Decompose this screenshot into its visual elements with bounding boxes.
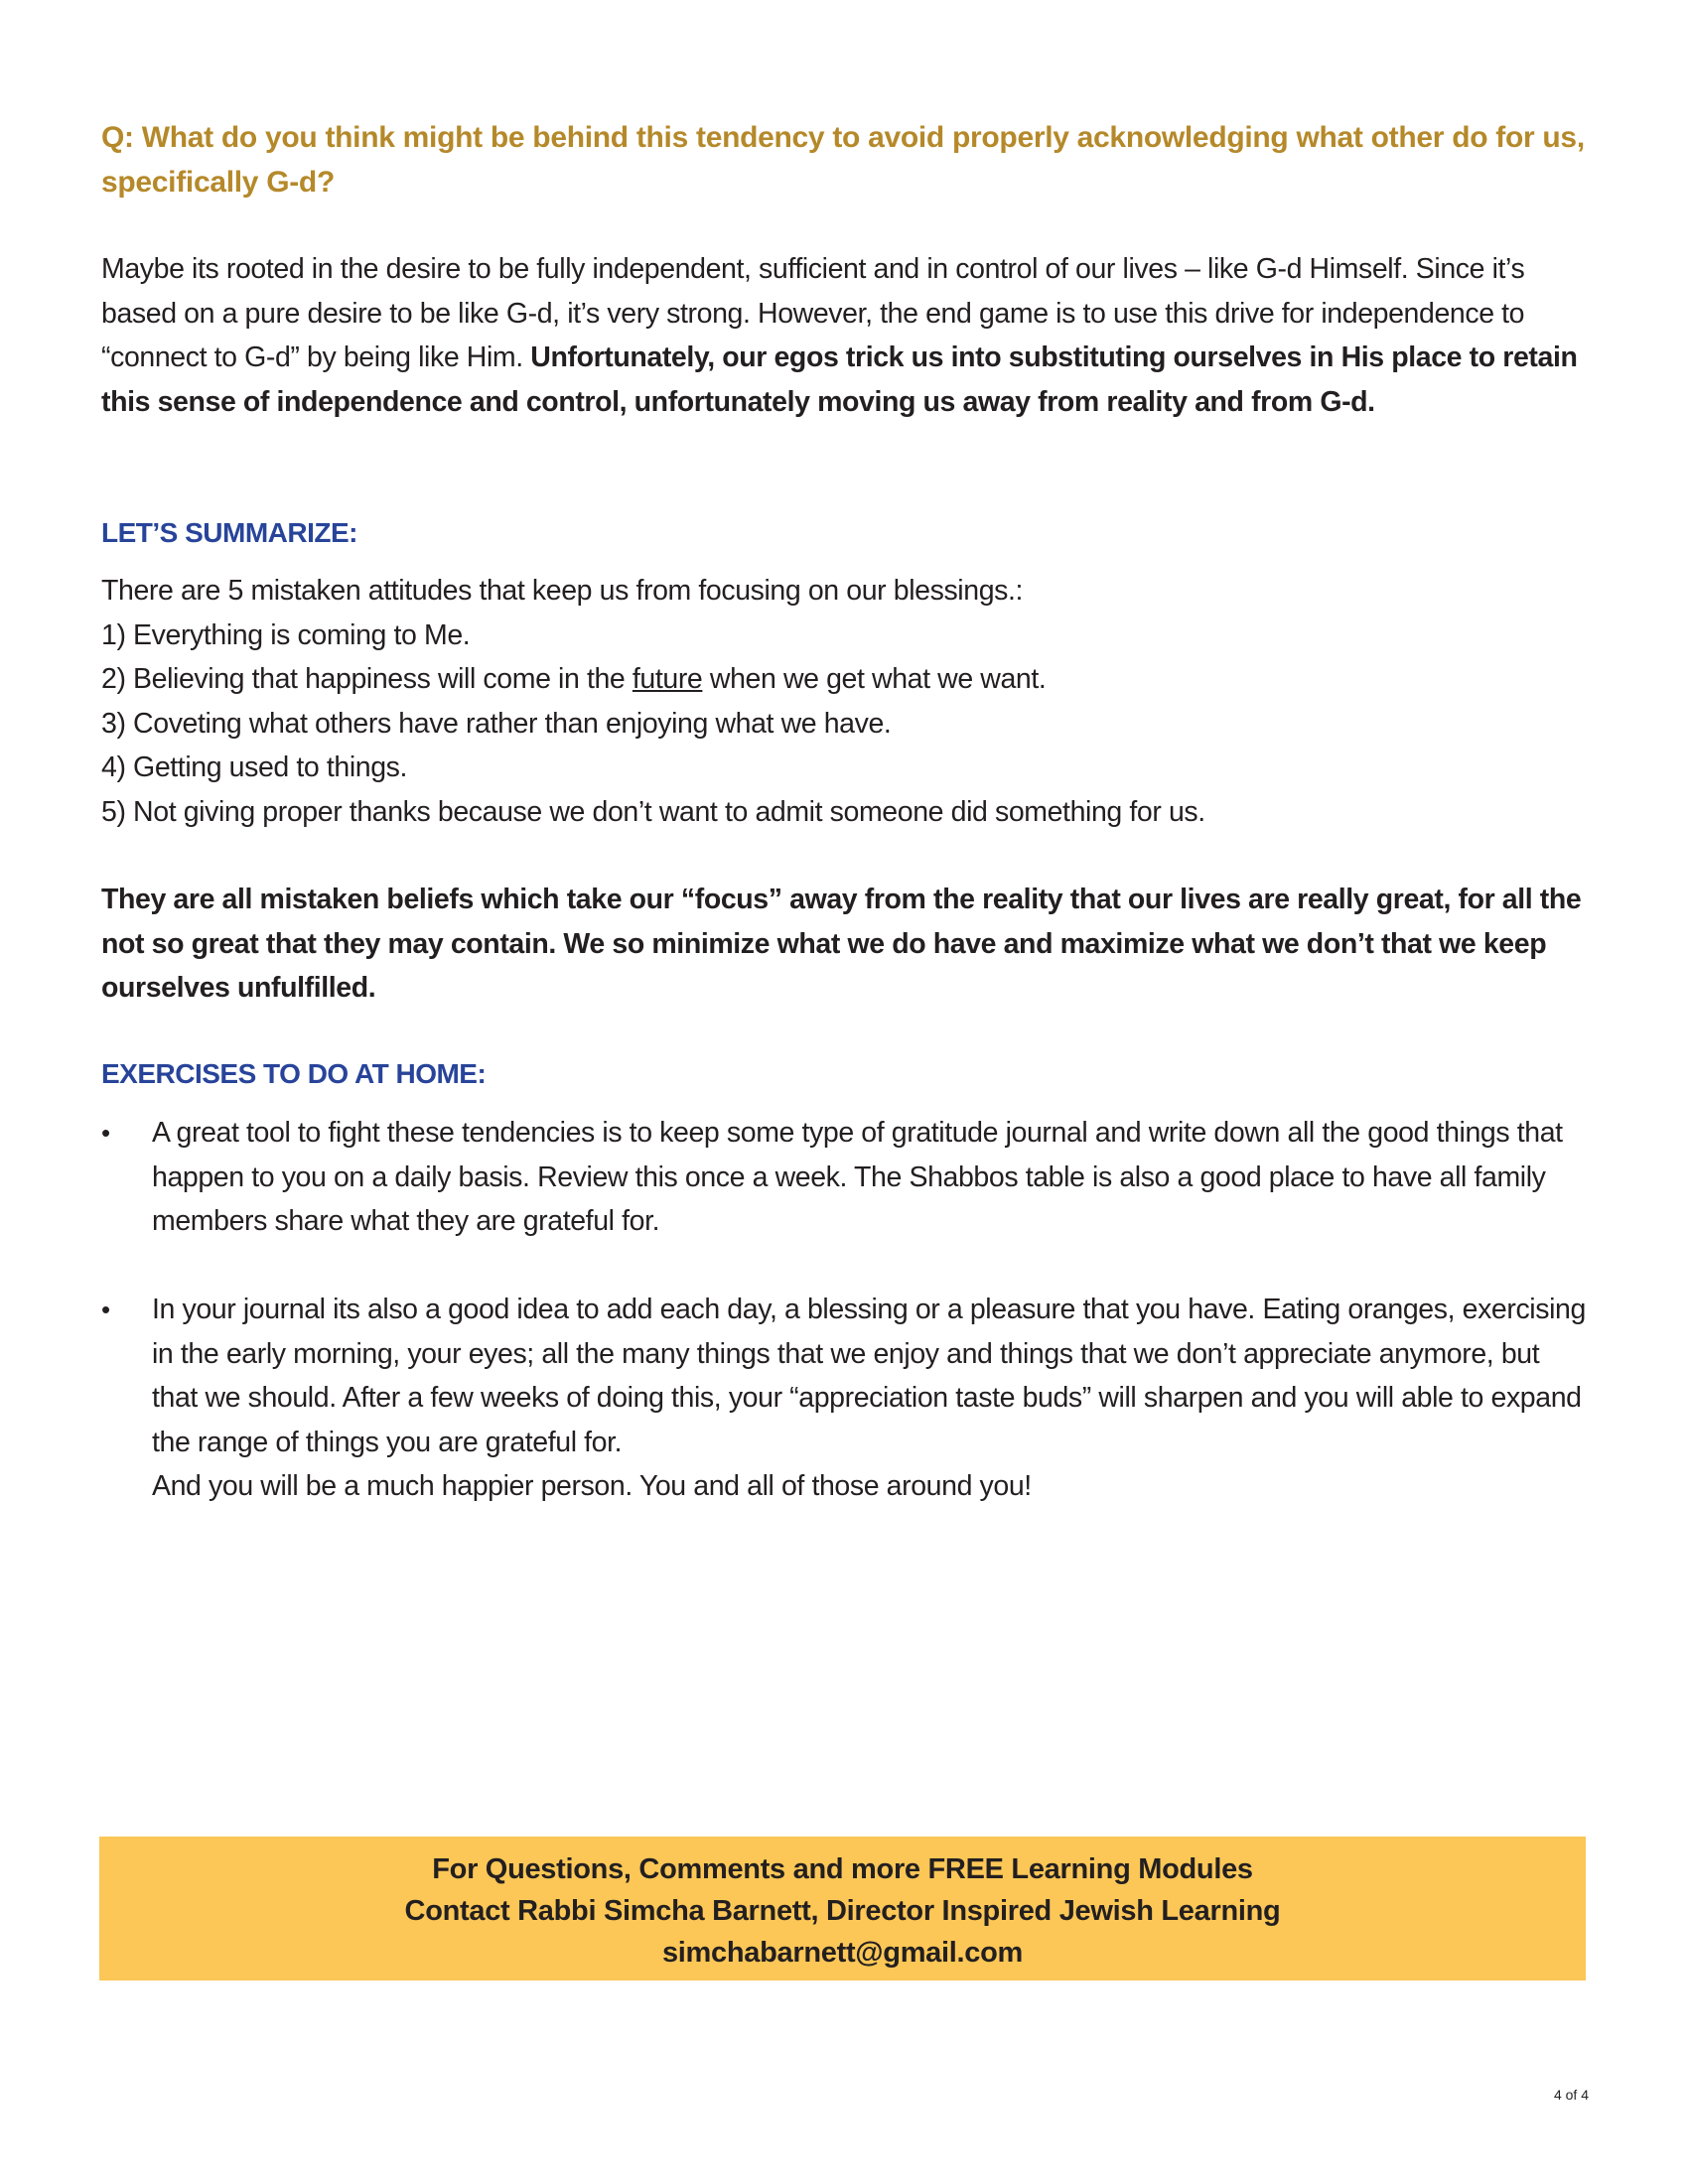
exercises-list (101, 1111, 1591, 1509)
page-number: 4 of 4 (1553, 2087, 1589, 2103)
bullet-icon: • (101, 1118, 110, 1148)
underlined-word: future (632, 663, 703, 695)
contact-line-1: For Questions, Comments and more FREE Learning Modules (432, 1853, 1253, 1885)
summary-item: 3) Coveting what others have rather than enjoying what we have. (101, 707, 892, 740)
exercise-text: A great tool to fight these tendencies is to keep some type of gratitude journal and write down all the good things that happen to you on a daily basis. Review this once a week. The Shabbos table is also a good place to have all family members share what they are grateful for. (152, 1117, 1563, 1237)
contact-line-2: Contact Rabbi Simcha Barnett, Director Inspired Jewish Learning (404, 1895, 1281, 1927)
summary-item-text: 2) Believing that happiness will come in the (101, 663, 633, 695)
summary-heading: LET’S SUMMARIZE: (101, 517, 357, 548)
answer-bold-text: Unfortunately, our egos trick us into substituting ourselves in His place to retain this sense of independence and control, unfortunately moving us away from reality and from G-d. (101, 341, 1578, 418)
exercises-heading: EXERCISES TO DO AT HOME: (101, 1058, 487, 1089)
summary-item-text: when we get what we want. (702, 663, 1047, 695)
contact-box (99, 1837, 1586, 1980)
summary-item (101, 657, 1591, 702)
summary-item: 1) Everything is coming to Me. (101, 618, 471, 651)
exercise-text: In your journal its also a good idea to add each day, a blessing or a pleasure that you have. Eating oranges, exercising in the early morning, your eyes; all the many things that we enjoy and things that we don’t appreciate anymore, but that we should. After a few weeks of doing this, your “appreciation taste buds” will sharpen and you will able to expand the range of things you are grateful for. (152, 1294, 1586, 1458)
answer-paragraph (101, 247, 1591, 424)
summary-conclusion: They are all mistaken beliefs which take our “focus” away from the reality that our lives are really great, for all the not so great that they may contain. We so minimize what we do have and maximize what we don’t that we keep ourselves unfulfilled. (101, 884, 1582, 1004)
bullet-icon: • (101, 1295, 110, 1324)
exercise-item (101, 1111, 1591, 1244)
summary-list (101, 569, 1591, 834)
exercise-text-closing: And you will be a much happier person. You and all of those around you! (152, 1470, 1032, 1502)
answer-text: Maybe its rooted in the desire to be fully independent, sufficient and in control of our lives – like G-d Himself. Since it’s based on a pure desire to be like G-d, it’s very strong. However, the end game is to use this drive for independence to “connect to G-d” by being like Him. (101, 253, 1525, 373)
summary-item: 4) Getting used to things. (101, 751, 408, 783)
summary-intro: There are 5 mistaken attitudes that keep us from focusing on our blessings.: (101, 575, 1024, 607)
summary-item: 5) Not giving proper thanks because we don’t want to admit someone did something for us. (101, 795, 1205, 828)
contact-email[interactable]: simchabarnett@gmail.com (661, 1937, 1024, 1969)
question-heading: Q: What do you think might be behind this tendency to avoid properly acknowledging what other do for us, specifically G-d? (101, 121, 1585, 199)
exercise-item (101, 1288, 1591, 1509)
